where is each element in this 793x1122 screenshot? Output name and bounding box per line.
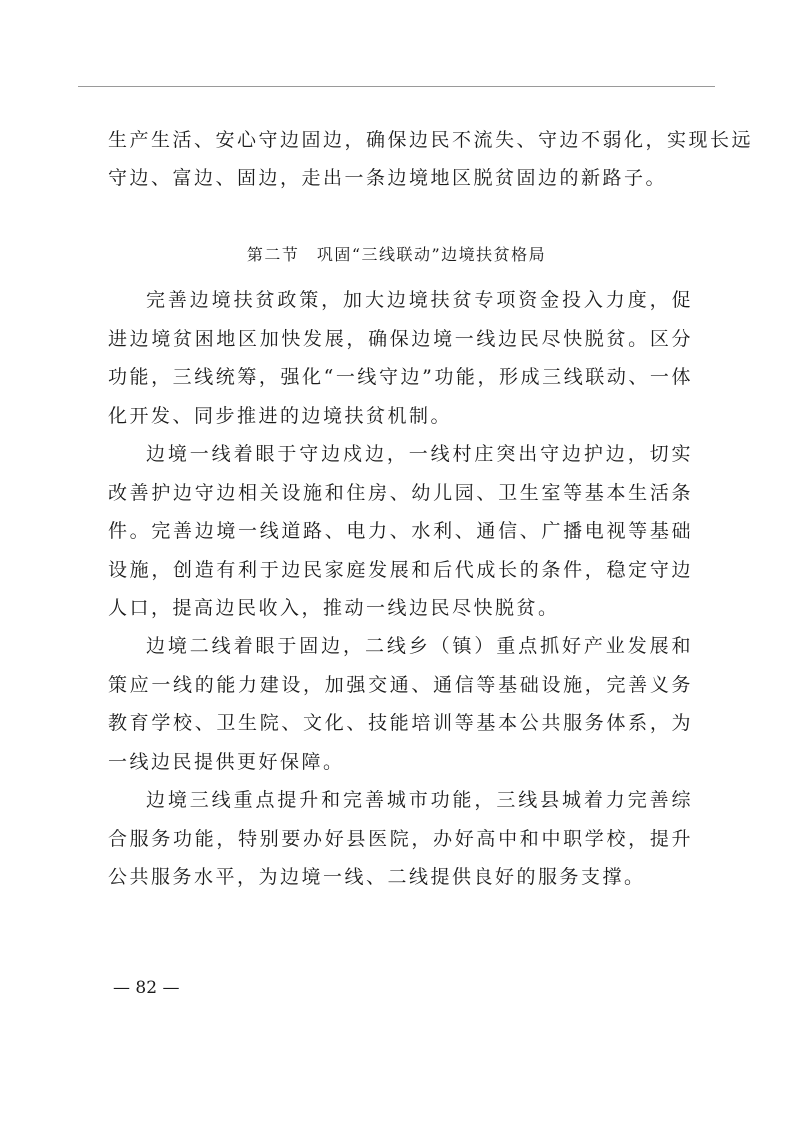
header-rule xyxy=(78,86,715,87)
paragraph-1: 完善边境扶贫政策，加大边境扶贫专项资金投入力度，促进边境贫困地区加快发展，确保边境一线边民尽快脱贫。区分功能，三线统筹，强化“一线守边”功能，形成三线联动、一体化开发、同步推进的边境扶贫机制。 xyxy=(108,289,693,427)
continuation-line-2: 守边、富边、固边，走出一条边境地区脱贫固边的新路子。 xyxy=(108,167,668,189)
section-heading: 第二节 巩固“三线联动”边境扶贫格局 xyxy=(246,245,547,264)
page-number: — 82 — xyxy=(113,978,180,998)
continuation-line-1: 生产生活、安心守边固边，确保边民不流失、守边不弱化，实现长远 xyxy=(108,129,754,151)
paragraph-3: 边境二线着眼于固边，二线乡（镇）重点抓好产业发展和策应一线的能力建设，加强交通、通信等基础设施，完善义务教育学校、卫生院、文化、技能培训等基本公共服务体系，为一线边民提供更好保障。 xyxy=(108,635,693,773)
paragraph-4: 边境三线重点提升和完善城市功能，三线县城着力完善综合服务功能，特别要办好县医院，办好高中和中职学校，提升公共服务水平，为边境一线、二线提供良好的服务支撑。 xyxy=(108,789,693,888)
paragraph-2: 边境一线着眼于守边戍边，一线村庄突出守边护边，切实改善护边守边相关设施和住房、幼儿园、卫生室等基本生活条件。完善边境一线道路、电力、水利、通信、广播电视等基础设施，创造有利于边民家庭发展和后代成长的条件，稳定守边人口，提高边民收入，推动一线边民尽快脱贫。 xyxy=(108,443,693,619)
